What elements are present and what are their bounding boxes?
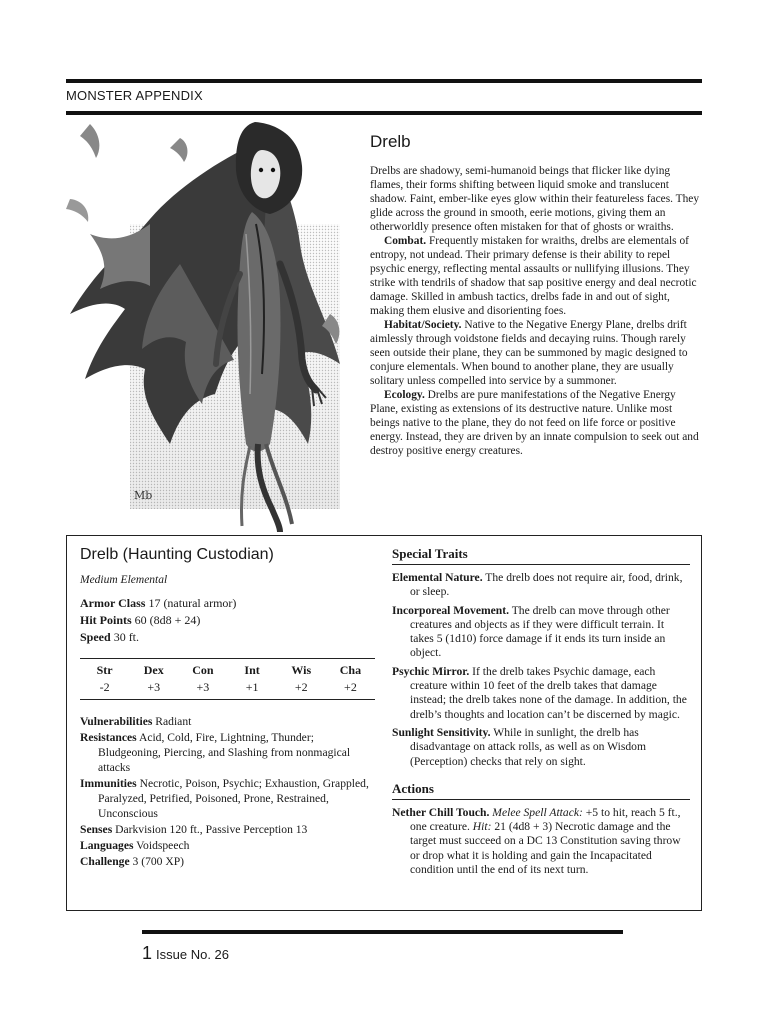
senses-label: Senses (80, 823, 113, 836)
languages (80, 838, 375, 853)
challenge-value: 3 (700 XP) (129, 855, 185, 868)
combat-text: Frequently mistaken for wraiths, drelbs are elementals of entropy, not undead. Their primary defense is their ability to repel psychic energy, reflecting mental assaults or nullifying illusions. They strike with tendrils of shadow that sap positive energy and deal necrotic damage. Skilled in ambush tactics, drelbs fade in and out of sight, making them elusive and disorienting foes. (370, 235, 697, 317)
senses-value: Darkvision 120 ft., Passive Perception 13 (112, 823, 308, 836)
trait-text: While in sunlight, the drelb has disadvantage on attack rolls, as well as on Wisdom (Perception) checks that rely on sight. (410, 725, 646, 768)
actions-heading: Actions (392, 781, 690, 800)
ability-header: Dex (143, 663, 164, 677)
hit-points-value: 60 (8d8 + 24) (131, 613, 201, 627)
ability-header: Con (192, 663, 214, 677)
special-traits-heading: Special Traits (392, 546, 690, 565)
intro-paragraph: Drelbs are shadowy, semi-humanoid beings that flicker like dying flames, their forms shifting between liquid smoke and translucent shadow. Faint, ember-like eyes glow within their featureless faces. They glide across the ground in smooth, eerie motions, giving them an otherworldly presence often mistaken for that of ghosts or wraiths. (370, 165, 700, 233)
action-nether-chill-touch (392, 806, 690, 877)
trait-name: Sunlight Sensitivity. (392, 725, 491, 739)
ecology-paragraph (370, 388, 702, 458)
intro-column (370, 132, 702, 458)
challenge (80, 854, 375, 869)
habitat-label: Habitat/Society. (384, 319, 462, 331)
ecology-label: Ecology. (384, 389, 425, 401)
header-rule-top (66, 79, 702, 83)
ability-header: Int (244, 663, 260, 677)
artist-signature: Mb (134, 489, 153, 502)
ability-value: +2 (344, 680, 357, 694)
trait-psychic-mirror (392, 665, 690, 722)
ability-value-row (80, 679, 375, 696)
stat-block-left-column (80, 546, 375, 870)
speed-value: 30 ft. (110, 630, 140, 644)
vulnerabilities-label: Vulnerabilities (80, 715, 153, 728)
stat-block (66, 535, 702, 911)
ability-value: -2 (99, 680, 110, 694)
ability-header: Cha (339, 663, 362, 677)
page-number: 1 (142, 943, 153, 963)
habitat-paragraph (370, 318, 702, 388)
languages-value: Voidspeech (133, 839, 190, 852)
drelb-illustration (30, 114, 362, 532)
monster-title: Drelb (370, 132, 411, 151)
armor-class-label: Armor Class (80, 596, 146, 610)
ability-value: +3 (196, 680, 210, 694)
immunities-label: Immunities (80, 777, 137, 790)
action-hit-text: 21 (4d8 + 3) Necrotic damage and the target must succeed on a DC 13 Constitution saving throw or drop what it is holding and gain the Incapacitated condition until the end of its next turn. (410, 820, 681, 877)
challenge-label: Challenge (80, 855, 130, 868)
ecology-text: Drelbs are pure manifestations of the Negative Energy Plane, existing as extensions of its destructive nature. Unlike most beings native to the plane, they do not feed on life force or positive energy. Instead, they are driven by an innate compulsion to seek out and destroy positive energy creatures. (370, 389, 699, 457)
trait-name: Elemental Nature. (392, 571, 483, 584)
combat-paragraph (370, 234, 702, 318)
trait-text: The drelb can move through other creatures and objects as if they were difficult terrain. It takes 5 (1d10) force damage if it ends its turn inside an object. (410, 603, 670, 660)
immunities (80, 776, 375, 821)
combat-label: Combat. (384, 235, 427, 247)
trait-incorporeal-movement (392, 604, 690, 661)
action-text: +5 to hit, reach 5 ft., one creature. (410, 805, 681, 834)
resistances-value: Acid, Cold, Fire, Lightning, Thunder; Bludgeoning, Piercing, and Slashing from nonmagical attacks (98, 731, 351, 774)
speed-label: Speed (80, 630, 111, 644)
ability-header-row (80, 662, 375, 679)
action-hit-label: Hit: (472, 820, 492, 834)
footer-rule (142, 930, 623, 934)
creature-type: Medium Elemental (80, 574, 168, 586)
armor-class (80, 595, 375, 612)
trait-name: Psychic Mirror. (392, 664, 470, 678)
immunities-value: Necrotic, Poison, Psychic; Exhaustion, Grappled, Paralyzed, Petrified, Poisoned, Prone, Restrained, Unconscious (98, 777, 369, 820)
stat-block-right-column (392, 546, 690, 881)
ability-header: Wis (291, 663, 312, 677)
ability-value: +1 (245, 680, 259, 694)
hit-points (80, 612, 375, 629)
resistances (80, 730, 375, 775)
armor-class-value: 17 (natural armor) (145, 596, 237, 610)
stat-block-name: Drelb (Haunting Custodian) (80, 546, 274, 563)
habitat-text: Native to the Negative Energy Plane, drelbs drift aimlessly through voidstone fields and decaying ruins. Though rarely seen outside their plane, they can be summoned by magic designed to conjure elementals. When bound to another plane, they are usually solitary unless compelled into service by a summoner. (370, 319, 688, 387)
trait-name: Incorporeal Movement. (392, 603, 509, 617)
ability-value: +2 (294, 680, 308, 694)
vulnerabilities (80, 714, 375, 729)
issue-label: Issue No. 26 (156, 947, 230, 962)
trait-sunlight-sensitivity (392, 726, 690, 769)
vulnerabilities-value: Radiant (152, 715, 192, 728)
speed (80, 629, 375, 646)
hit-points-label: Hit Points (80, 613, 132, 627)
trait-elemental-nature (392, 571, 690, 600)
action-attack-type: Melee Spell Attack: (492, 805, 583, 819)
trait-text: The drelb does not require air, food, drink, or sleep. (410, 571, 683, 599)
ability-scores-table (80, 658, 375, 700)
page-footer (142, 943, 229, 964)
ability-value: +3 (147, 680, 161, 694)
action-name: Nether Chill Touch. (392, 805, 490, 819)
languages-label: Languages (80, 839, 134, 852)
resistances-label: Resistances (80, 731, 137, 744)
senses (80, 822, 375, 837)
trait-text: If the drelb takes Psychic damage, each creature within 10 feet of the drelb takes that damage instead; the drelb takes none of the damage. In addition, the drelb’s thoughts and location can’t be discerned by magic. (410, 664, 687, 721)
ability-header: Str (96, 663, 113, 677)
section-header: MONSTER APPENDIX (66, 88, 203, 103)
